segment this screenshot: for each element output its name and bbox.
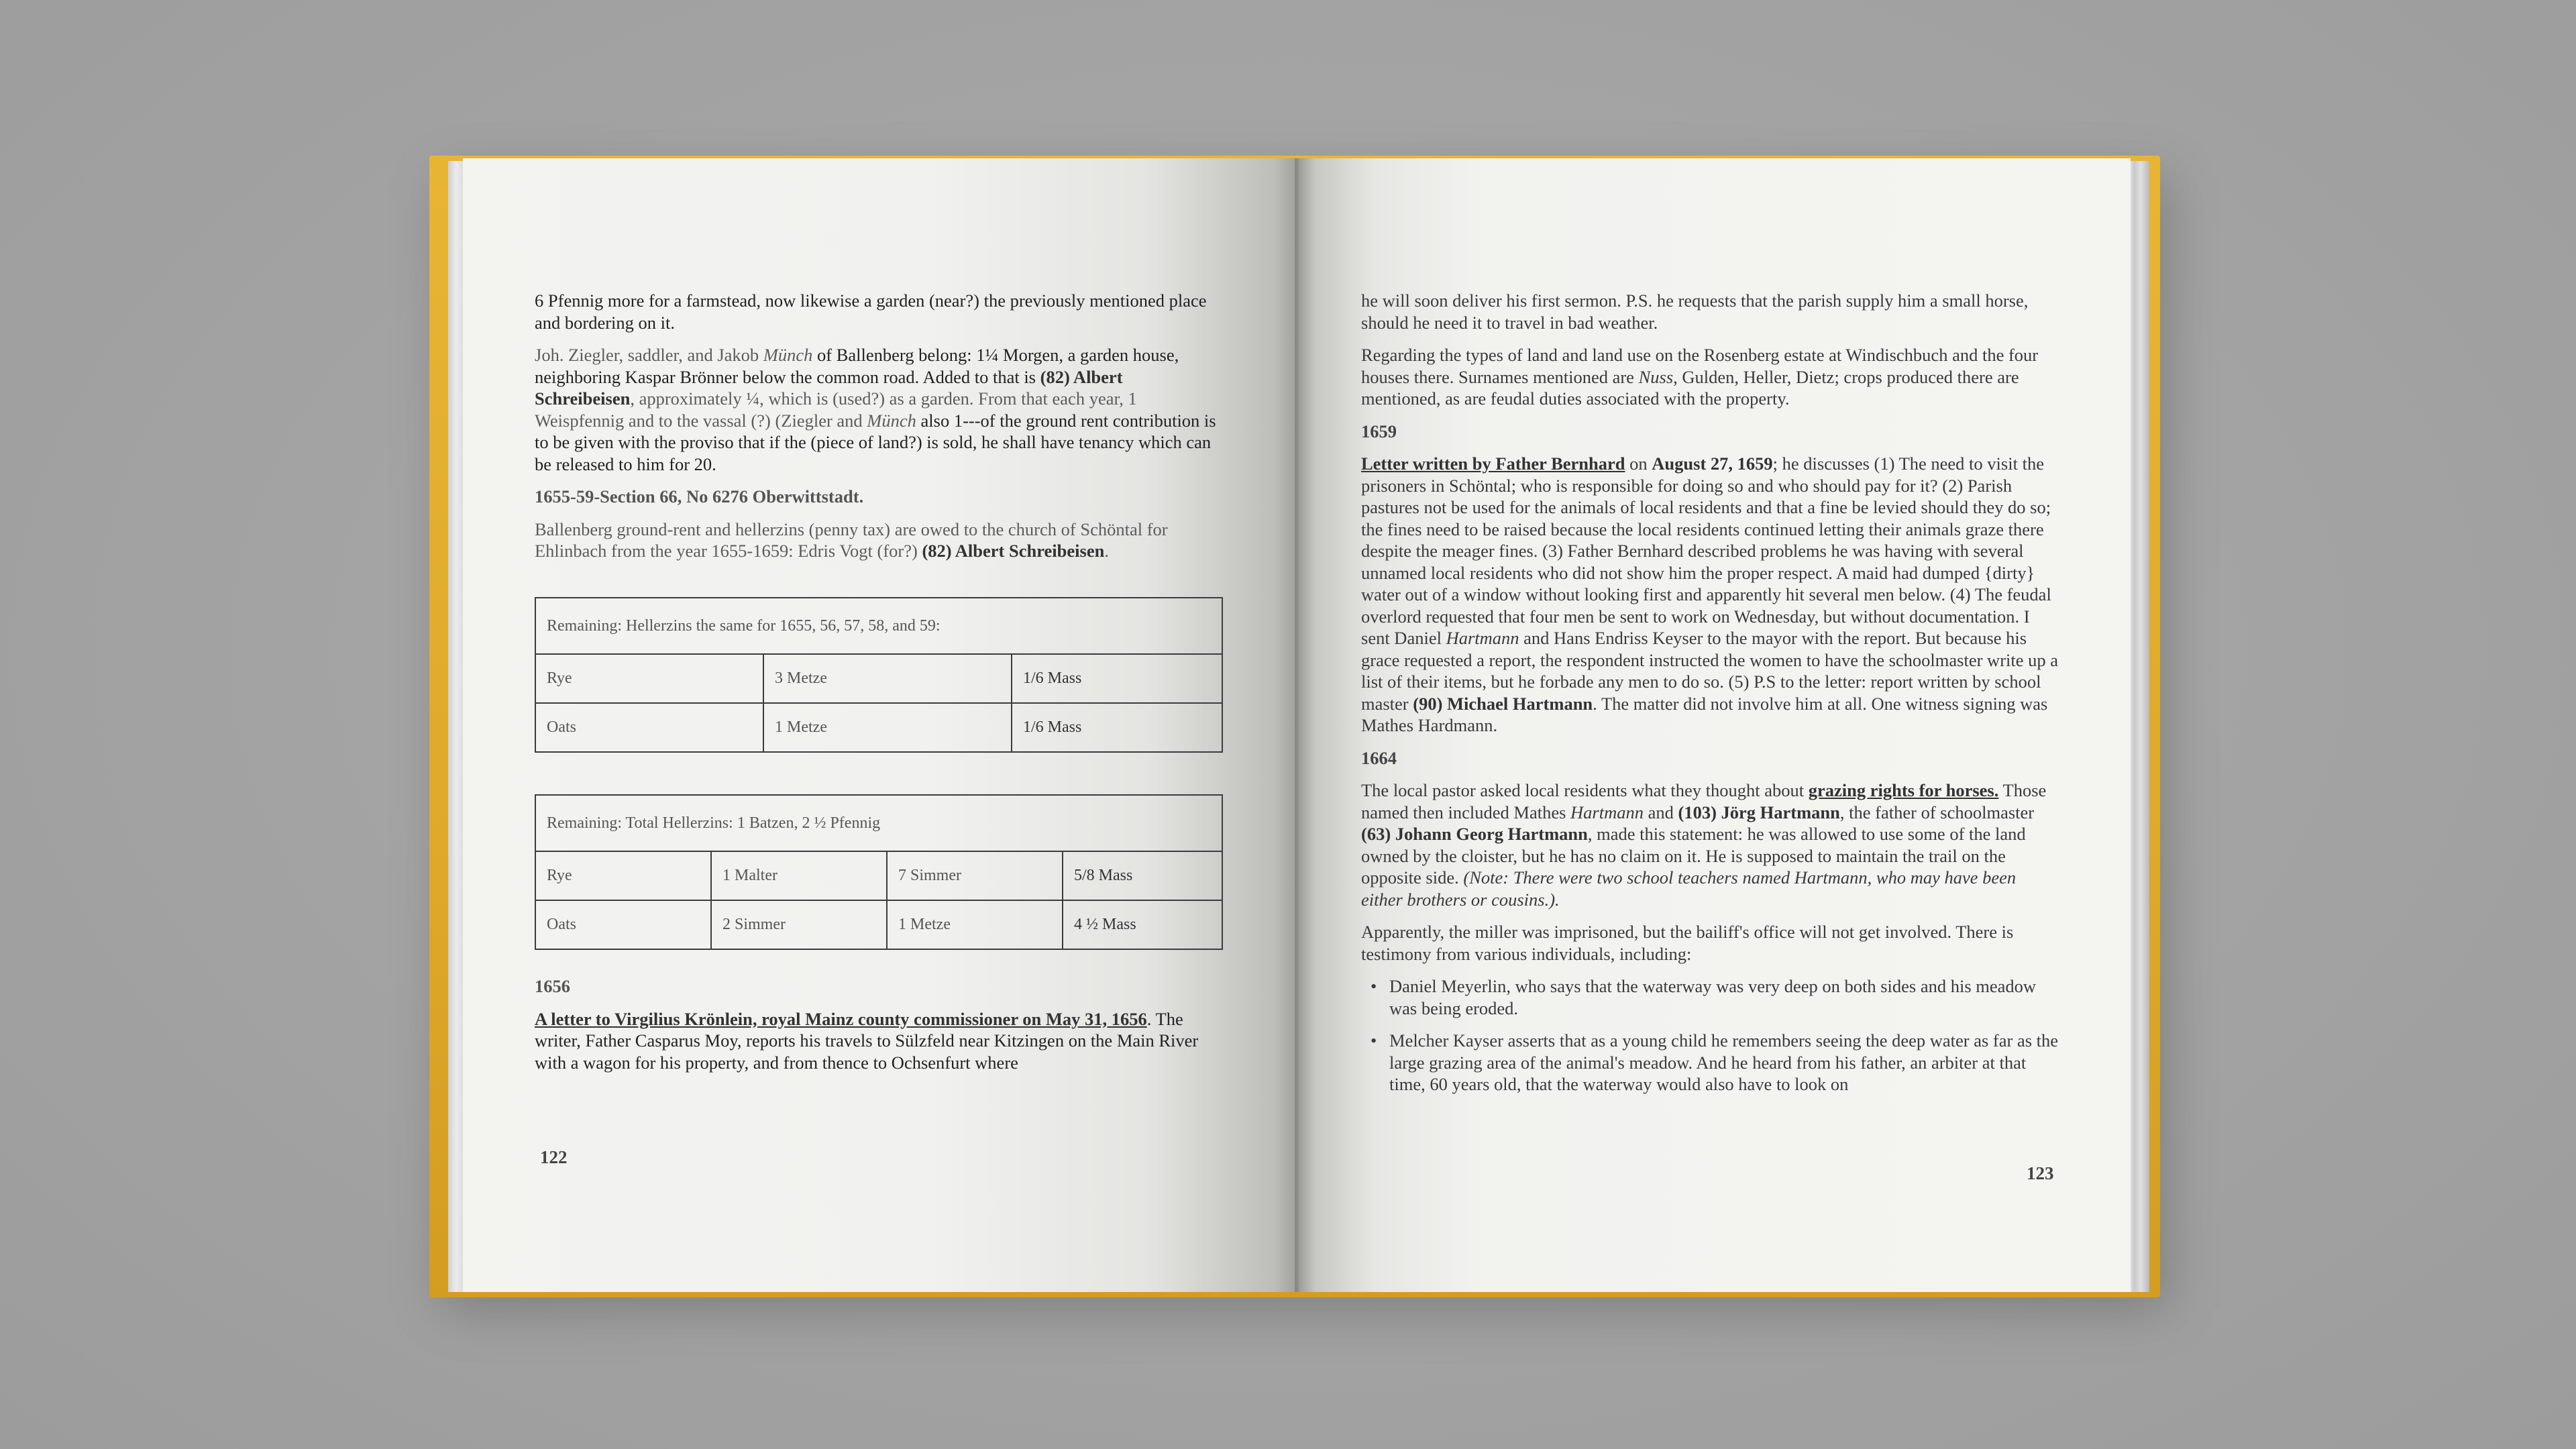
left-page-body-lower — [535, 975, 1219, 1084]
page-edges-right — [2128, 161, 2149, 1292]
right-page-body — [1361, 290, 2059, 1106]
list-item: • Daniel Meyerlin, who says that the waterway was very deep on both sides and his meadow was being eroded. — [1361, 975, 2059, 1019]
list-item: • Melcher Kayser asserts that as a young child he remembers seeing the deep water as far as the large grazing area of the animal's meadow. And he heard from his father, an arbiter at that time, 60 years old, that the waterway would also have to look on — [1361, 1030, 2059, 1095]
table-row: Oats 1 Metze 1/6 Mass — [535, 703, 1222, 752]
table-row: Rye 1 Malter 7 Simmer 5/8 Mass — [535, 851, 1222, 900]
right-paragraph-1: he will soon deliver his first sermon. P.S. he requests that the parish supply him a small horse, should he need it to travel in bad weather. — [1361, 290, 2029, 333]
left-page-body — [535, 290, 1219, 573]
testimony-list — [1361, 975, 2059, 1095]
section-heading-1664: 1664 — [1361, 747, 1397, 768]
page-number-right: 123 — [2027, 1163, 2054, 1183]
left-paragraph-3: Ballenberg ground-rent and hellerzins (penny tax) are owed to the church of Schöntal for Ehlinbach from the year 1655-1659: Edris Vogt (for?) (82) Albert Schreibeisen. — [535, 519, 1168, 561]
right-page — [1299, 158, 2131, 1292]
left-paragraph-2: Joh. Ziegler, saddler, and Jakob Münch of Ballenberg belong: 1¼ Morgen, a garden house, neighboring Kaspar Brönner below the common road. Added to that is (82) Albert Schreibeisen, approximately ¼, which is (used?) as a garden. From that each year, 1 Weispfennig and to the vassal (?) (Ziegler and Münch also 1---of the ground rent contribution is to be given with the proviso that if the (piece of land?) is sold, he shall have tenancy which can be released to him for 20. — [535, 345, 1216, 474]
table-row: Rye 3 Metze 1/6 Mass — [535, 654, 1222, 703]
section-heading-1656: 1656 — [535, 976, 570, 996]
table1-header: Remaining: Hellerzins the same for 1655, 56, 57, 58, and 59: — [535, 598, 1222, 654]
left-paragraph-1: 6 Pfennig more for a farmstead, now likewise a garden (near?) the previously mentioned place and bordering on it. — [535, 290, 1207, 333]
left-paragraph-4: A letter to Virgilius Krönlein, royal Mainz county commissioner on May 31, 1656. The writer, Father Casparus Moy, reports his travels to Sülzfeld near Kitzingen on the Main River with a wagon for his property, and from thence to Ochsenfurt where — [535, 1008, 1199, 1073]
table-row: Oats 2 Simmer 1 Metze 4 ½ Mass — [535, 900, 1222, 949]
page-number-left: 122 — [540, 1147, 568, 1167]
section-heading-1655: 1655-59-Section 66, No 6276 Oberwittstadt. — [535, 486, 864, 506]
left-page — [463, 158, 1299, 1292]
hellerzins-table-2 — [535, 794, 1223, 950]
section-heading-1659: 1659 — [1361, 421, 1397, 441]
right-paragraph-4: The local pastor asked local residents what they thought about grazing rights for horses. Those named then included Mathes Hartmann and (103) Jörg Hartmann, the father of schoolmaster (63) Johann Georg Hartmann, made this statement: he was allowed to use some of the land owned by the cloister, but he has no claim on it. He is supposed to maintain the trail on the opposite side. (Note: There were two school teachers named Hartmann, who may have been either brothers or cousins.). — [1361, 780, 2047, 910]
hellerzins-table-1 — [535, 597, 1223, 753]
right-paragraph-5: Apparently, the miller was imprisoned, but the bailiff's office will not get involved. There is testimony from various individuals, including: — [1361, 922, 2014, 964]
table2-header: Remaining: Total Hellerzins: 1 Batzen, 2 ½ Pfennig — [535, 795, 1222, 851]
right-paragraph-3: Letter written by Father Bernhard on August 27, 1659; he discusses (1) The need to visit the prisoners in Schöntal; who is responsible for doing so and who should pay for it? (2) Parish pastures not be used for the animals of local residents and that a fine be levied should they do so; the fines need to be raised because the local residents continued letting their animals graze there despite the meager fines. (3) Father Bernhard described problems he was having with several unnamed local residents who did not show him the proper respect. A maid had dumped {dirty} water out of a window without looking first and apparently hit several men below. (4) The feudal overlord requested that four men be sent to work on Wednesday, but without documentation. I sent Daniel Hartmann and Hans Endriss Keyser to the mayor with the report. But because his grace requested a report, the respondent instructed the women to have the schoolmaster write up a list of their items, but he forbade any men to do so. (5) P.S to the letter: report written by school master (90) Michael Hartmann. The matter did not involve him at all. One witness signing was Mathes Hardmann. — [1361, 453, 2059, 735]
right-paragraph-2: Regarding the types of land and land use on the Rosenberg estate at Windischbuch and the four houses there. Surnames mentioned are Nuss, Gulden, Heller, Dietz; crops produced there are mentioned, as are feudal duties associated with the property. — [1361, 345, 2039, 409]
